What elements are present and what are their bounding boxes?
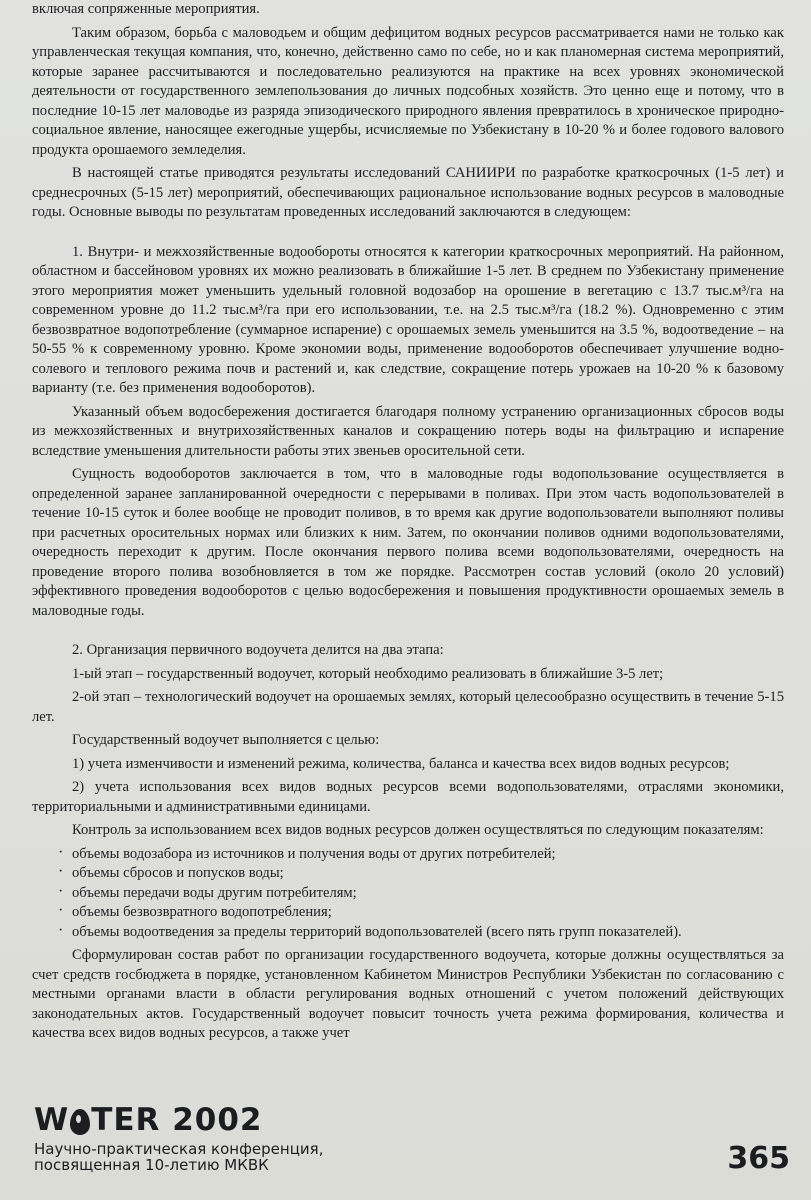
paragraph: Государственный водоучет выполняется с целью: [72, 732, 380, 748]
list-item: · объемы водозабора из источников и получения воды от других потребителей; [32, 845, 784, 865]
subtitle-line: посвященная 10-летию МКВК [34, 1156, 269, 1174]
logo-letter-w: W [34, 1102, 70, 1138]
paragraph: Контроль за использованием всех видов водных ресурсов должен осуществляться по следующим показателям: [72, 822, 764, 838]
paragraph: Таким образом, борьба с маловодьем и общим дефицитом водных ресурсов рассматривается нами не только как управленческая текущая компания, что, конечно, действенно само по себе, но и как планомерная система мероприятий, которые заранее рассчитываются и последовательно реализуются на практике на всех уровнях экономической деятельности от государственного землепользования до личных подсобных хозяйств. Это ценно еще и потому, что в последние 10-15 лет маловодье из разряда эпизодического природного явления превратилось в хроническое природно-социальное явление, наносящее ежегодные ущербы, исчисляемые по Узбекистану в 10-20 % и более годового валового продукта орошаемого земледелия. [32, 24, 784, 158]
list-item: · объемы сбросов и попусков воды; [32, 864, 784, 884]
paragraph: Сформулирован состав работ по организации государственного водоучета, которые должны осуществляться за счет средств госбюджета в порядке, установленном Кабинетом Министров Республики Узбекистан по согласованию с местными органами власти в области регулирования водных отношений с учетом положений действующих законодательных актов. Государственный водоучет повысит точность учета режима формирования, количества и качества всех видов водных ресурсов, а также учет [32, 947, 784, 1041]
logo-text: TER 2002 [91, 1102, 263, 1138]
list-item: · объемы передачи воды другим потребителям; [32, 884, 784, 904]
page-number: 365 [727, 1141, 790, 1176]
paragraph: 1) учета изменчивости и изменений режима, количества, баланса и качества всех видов водных ресурсов; [72, 755, 730, 772]
water-2002-logo [34, 1102, 794, 1138]
paragraph: 1-ый этап – государственный водоучет, который необходимо реализовать в ближайшие 3-5 лет; [72, 665, 664, 682]
article-body [32, 0, 784, 1048]
paragraph: 2. Организация первичного водоучета делится на два этапа: [72, 642, 444, 658]
paragraph: 2) учета использования всех видов водных ресурсов всеми водопользователями, отраслями экономики, территориальными и административными единицами. [32, 779, 784, 815]
page-footer [34, 1102, 794, 1190]
indicator-list [32, 845, 784, 943]
spacer [32, 625, 784, 641]
spacer [32, 227, 784, 243]
list-item: · объемы водоотведения за пределы территорий водопользователей (всего пять групп показателей). [32, 923, 784, 943]
paragraph: В настоящей статье приводятся результаты исследований САНИИРИ по разработке краткосрочных (1-5 лет) и среднесрочных (5-15 лет) мероприятий, обеспечивающих рациональное использование водных ресурсов в маловодные годы. Основные выводы по результатам проведенных исследований заключаются в следующем: [32, 165, 784, 220]
paragraph: Сущность водооборотов заключается в том, что в маловодные годы водопользование осуществляется в определенной заранее запланированной очередности с перерывами в поливах. При этом часть водопользователей в течение 10-15 суток и более вообще не проводит поливов, в то время как другие водопользователи выполняют поливы при расчетных оросительных нормах или близких к ним. Затем, по окончании поливов одними водопользователями, очередность переходит к другим. После окончания первого полива всеми водопользователями, очередность на проведение второго полива возобновляется в том же порядке. Рассмотрен состав условий (около 20 условий) эффективного проведения водооборотов с целью водосбережения и повышения продуктивности орошаемых земель в маловодные годы. [32, 466, 784, 619]
subtitle-line: Научно-практическая конференция, [34, 1140, 324, 1158]
paragraph: 2-ой этап – технологический водоучет на орошаемых землях, который целесообразно осуществить в течение 5-15 лет. [32, 689, 784, 725]
paragraph: 1. Внутри- и межхозяйственные водообороты относятся к категории краткосрочных мероприятий. На районном, областном и бассейновом уровнях их можно реализовать в ближайшие 1-5 лет. В среднем по Узбекистану применение этого мероприятия может уменьшить удельный головной водозабор на орошение в вегетацию с 13.7 тыс.м³/га на современном уровне до 11.2 тыс.м³/га при его использовании, т.е. на 2.5 тыс.м³/га (18.2 %). Одновременно с этим безвозвратное водопотребление (суммарное испарение) с орошаемых земель уменьшится на 3.5 %, водоотведение – на 50-55 % к современному уровню. Кроме экономии воды, применение водооборотов обеспечивает улучшение водно-солевого и теплового режима почв и растений и, как следствие, сокращение потерь урожаев на 10-20 % к базовому варианту (т.е. без применения водооборотов). [32, 243, 784, 396]
paragraph: включая сопряженные мероприятия. [32, 1, 260, 17]
paragraph: Указанный объем водосбережения достигается благодаря полному устранению организационных сбросов воды из межхозяйственных и внутрихозяйственных каналов и сокращению потерь воды на фильтрацию и испарение вследствие уменьшения длительности работы этих звеньев оросительной сети. [32, 403, 784, 459]
water-drop-icon [70, 1109, 90, 1135]
list-item: · объемы безвозвратного водопотребления; [32, 903, 784, 923]
conference-subtitle [34, 1141, 794, 1173]
